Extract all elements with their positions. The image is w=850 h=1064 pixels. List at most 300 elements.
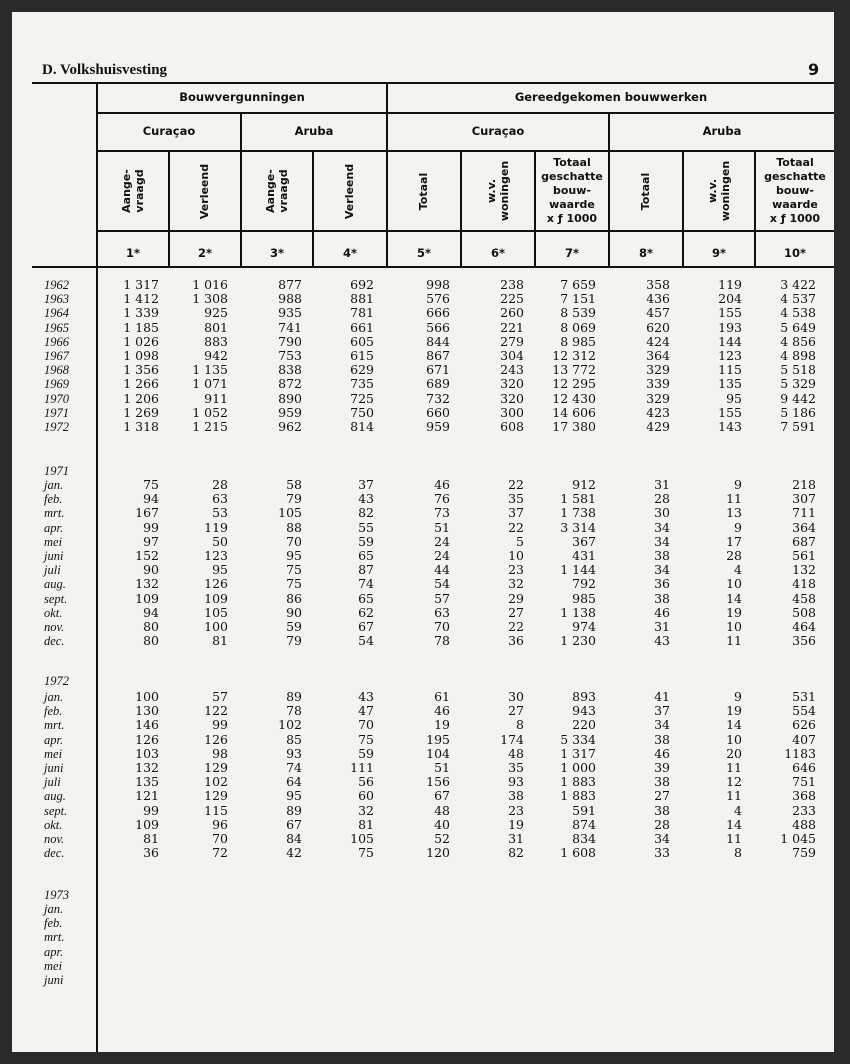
table-cell: 962: [278, 419, 302, 434]
col-label: w.v. woningen: [484, 160, 511, 222]
table-cell: 75: [358, 845, 374, 861]
table-cell: 64: [286, 774, 302, 790]
table-cell: 31: [654, 477, 670, 492]
year-heading-1971: 1971: [44, 464, 69, 478]
row-label: apr.: [44, 520, 64, 535]
table-cell: 711: [792, 505, 816, 521]
table-cell: 90: [143, 562, 159, 578]
table-cell: 985: [572, 590, 596, 606]
row-label: mei: [44, 958, 63, 973]
table-cell: 935: [278, 305, 302, 321]
table-cell: 8 985: [560, 333, 596, 349]
table-cell: 95: [286, 548, 302, 563]
table-cell: 59: [286, 619, 302, 634]
table-cell: 8: [516, 717, 524, 733]
row-label: mei: [44, 534, 63, 549]
row-label: jan.: [44, 478, 64, 492]
row-label: 1968: [44, 363, 69, 378]
table-cell: 54: [434, 576, 450, 592]
table-cell: 1 071: [192, 376, 228, 392]
col-label: Aange- vraagd: [263, 169, 290, 213]
table-cell: 70: [358, 717, 374, 733]
table-cell: 46: [654, 604, 670, 620]
table-cell: 76: [434, 491, 450, 507]
table-cell: 877: [278, 277, 302, 292]
table-cell: 1 206: [123, 390, 159, 406]
table-cell: 367: [572, 533, 596, 549]
table-cell: 14: [726, 816, 742, 832]
table-cell: 19: [508, 816, 524, 832]
table-cell: 42: [286, 845, 302, 861]
table-cell: 32: [508, 576, 524, 592]
table-cell: 103: [135, 745, 159, 761]
table-cell: 95: [286, 788, 302, 804]
table-cell: 38: [654, 590, 670, 606]
table-cell: 47: [358, 703, 374, 719]
table-cell: 1 339: [123, 305, 159, 321]
table-cell: 60: [358, 788, 374, 804]
table-cell: 279: [500, 333, 524, 349]
table-cell: 99: [143, 802, 159, 818]
table-cell: 93: [286, 745, 302, 761]
table-cell: 1 883: [560, 774, 596, 790]
table-cell: 119: [204, 519, 228, 535]
table-cell: 407: [792, 731, 816, 747]
row-label: apr.: [44, 732, 64, 747]
table-cell: 753: [278, 348, 302, 363]
table-cell: 11: [726, 491, 742, 507]
table-cell: 368: [792, 788, 816, 804]
table-cell: 39: [654, 760, 670, 775]
table-cell: 34: [654, 717, 670, 733]
table-cell: 912: [572, 477, 596, 492]
table-cell: 629: [350, 362, 374, 378]
table-cell: 531: [792, 689, 816, 704]
table-cell: 329: [646, 362, 670, 378]
table-cell: 115: [718, 362, 742, 378]
table-cell: 79: [286, 491, 302, 507]
table-cell: 74: [358, 576, 374, 592]
col-num-2: 2*: [197, 246, 212, 260]
table-cell: 81: [143, 831, 159, 846]
table-cell: 72: [212, 845, 228, 861]
table-cell: 7 659: [560, 277, 596, 292]
table-cell: 78: [286, 703, 302, 719]
table-cell: 431: [572, 548, 596, 563]
col-label: Verleend: [343, 163, 357, 219]
table-cell: 1 883: [560, 788, 596, 804]
table-cell: 759: [792, 845, 816, 861]
table-cell: 95: [726, 390, 742, 406]
table-cell: 11: [726, 633, 742, 649]
row-label: 1964: [44, 306, 69, 321]
table-cell: 102: [278, 717, 302, 733]
row-label: mrt.: [44, 506, 65, 521]
table-cell: 57: [434, 590, 450, 606]
table-cell: 48: [434, 802, 450, 818]
table-cell: 100: [135, 689, 159, 704]
group-gereedgekomen: Gereedgekomen bouwwerken: [514, 90, 708, 104]
table-cell: 81: [212, 633, 228, 649]
table-cell: 304: [500, 348, 524, 363]
table-cell: 34: [654, 533, 670, 549]
table-cell: 17 380: [552, 419, 596, 434]
table-cell: 65: [358, 590, 374, 606]
table-cell: 320: [500, 390, 524, 406]
table-cell: 7 591: [780, 419, 816, 434]
table-cell: 105: [350, 831, 374, 846]
row-label: 1967: [44, 349, 69, 363]
table-cell: 24: [434, 533, 450, 549]
table-cell: 893: [572, 689, 596, 704]
table-cell: 4 537: [780, 291, 816, 307]
col-label: Totaal geschatte bouw- waarde x ƒ 1000: [764, 156, 826, 225]
col-num-4: 4*: [342, 246, 357, 260]
table-cell: 660: [426, 404, 450, 420]
table-cell: 99: [212, 717, 228, 733]
table-cell: 155: [718, 404, 742, 420]
table-cell: 790: [278, 333, 302, 349]
row-label: 1965: [44, 320, 69, 335]
table-cell: 14: [726, 590, 742, 606]
table-cell: 1183: [784, 745, 816, 761]
col-num-6: 6*: [490, 246, 505, 260]
table-cell: 5 334: [560, 731, 596, 747]
table-cell: 27: [508, 703, 524, 719]
table-cell: 998: [426, 277, 450, 292]
table-cell: 488: [792, 816, 816, 832]
table-cell: 105: [204, 604, 228, 620]
table-cell: 358: [646, 277, 670, 292]
table-cell: 28: [212, 477, 228, 492]
table-cell: 10: [726, 619, 742, 634]
table-cell: 687: [792, 533, 816, 549]
table-cell: 100: [204, 619, 228, 634]
table-cell: 38: [654, 548, 670, 563]
table-cell: 1 000: [560, 760, 596, 775]
col-header-8: [610, 152, 682, 230]
table-cell: 1 738: [560, 505, 596, 521]
col-label: Totaal: [417, 172, 431, 210]
table-cell: 5 518: [780, 362, 816, 378]
table-cell: 80: [143, 633, 159, 649]
row-label: aug.: [44, 577, 66, 592]
table-cell: 20: [726, 745, 742, 761]
table-cell: 741: [278, 319, 302, 335]
table-cell: 3 422: [780, 277, 816, 292]
col-header-6: [462, 152, 534, 230]
table-cell: 82: [358, 505, 374, 521]
table-cell: 41: [654, 689, 670, 704]
statistics-page: [12, 12, 834, 1052]
row-label: mrt.: [44, 718, 65, 733]
table-cell: 988: [278, 291, 302, 307]
table-cell: 67: [286, 816, 302, 832]
table-cell: 59: [358, 745, 374, 761]
table-cell: 57: [212, 689, 228, 704]
table-cell: 78: [434, 633, 450, 649]
table-cell: 458: [792, 590, 816, 606]
table-cell: 1 608: [560, 845, 596, 861]
table-cell: 43: [358, 491, 374, 507]
table-cell: 874: [572, 816, 596, 832]
table-cell: 1 045: [780, 831, 816, 846]
table-cell: 838: [278, 362, 302, 378]
table-cell: 82: [508, 845, 524, 861]
year-heading-1973: 1973: [44, 888, 69, 902]
table-cell: 576: [426, 291, 450, 307]
table-cell: 220: [572, 717, 596, 733]
table-cell: 233: [792, 802, 816, 818]
table-cell: 814: [350, 419, 374, 434]
table-cell: 1 412: [123, 291, 159, 307]
table-cell: 28: [654, 491, 670, 507]
col-label: w.v. woningen: [705, 160, 732, 222]
table-cell: 104: [426, 745, 450, 761]
table-cell: 121: [135, 788, 159, 804]
table-cell: 881: [350, 291, 374, 307]
table-cell: 48: [508, 745, 524, 761]
table-cell: 320: [500, 376, 524, 392]
table-cell: 10: [726, 731, 742, 747]
table-cell: 155: [718, 305, 742, 321]
table-cell: 561: [792, 548, 816, 563]
table-cell: 329: [646, 390, 670, 406]
table-cell: 364: [792, 519, 816, 535]
table-cell: 23: [508, 562, 524, 578]
table-cell: 1 318: [123, 419, 159, 434]
table-cell: 99: [143, 519, 159, 535]
table-cell: 942: [204, 348, 228, 363]
table-cell: 1 215: [192, 419, 228, 434]
table-cell: 5 329: [780, 376, 816, 392]
table-cell: 97: [143, 533, 159, 549]
col-header-5: [388, 152, 460, 230]
table-cell: 5 186: [780, 404, 816, 420]
table-cell: 436: [646, 291, 670, 307]
table-cell: 307: [792, 491, 816, 507]
table-cell: 35: [508, 491, 524, 507]
table-cell: 28: [654, 816, 670, 832]
table-cell: 9 442: [780, 390, 816, 406]
table-cell: 10: [726, 576, 742, 592]
table-cell: 34: [654, 562, 670, 578]
table-cell: 58: [286, 477, 302, 492]
table-cell: 74: [286, 760, 302, 775]
table-cell: 27: [654, 788, 670, 804]
row-label: feb.: [44, 704, 63, 719]
row-label: nov.: [44, 620, 65, 634]
table-cell: 120: [426, 845, 450, 861]
row-label: juni: [44, 973, 64, 987]
subgroup-gb-curacao: Curaçao: [471, 124, 525, 138]
table-cell: 872: [278, 376, 302, 392]
table-cell: 661: [350, 319, 374, 335]
table-cell: 792: [572, 576, 596, 592]
table-cell: 418: [792, 576, 816, 592]
table-cell: 14 606: [552, 404, 596, 420]
row-label: aug.: [44, 789, 66, 804]
section-title: D. Volkshuisvesting: [42, 62, 168, 78]
table-cell: 225: [500, 291, 524, 307]
table-cell: 34: [654, 831, 670, 846]
rule-labels: [96, 230, 834, 232]
table-cell: 925: [204, 305, 228, 321]
table-cell: 51: [434, 760, 450, 775]
table-cell: 735: [350, 376, 374, 392]
table-cell: 19: [726, 604, 742, 620]
table-cell: 34: [654, 519, 670, 535]
table-cell: 109: [135, 816, 159, 832]
col-header-10: [756, 152, 834, 230]
table-cell: 781: [350, 305, 374, 321]
table-cell: 36: [508, 633, 524, 649]
table-cell: 143: [718, 419, 742, 434]
table-cell: 70: [286, 533, 302, 549]
col-num-9: 9*: [711, 246, 726, 260]
table-cell: 81: [358, 816, 374, 832]
table-cell: 23: [508, 802, 524, 818]
table-cell: 1 144: [560, 562, 596, 578]
table-cell: 94: [143, 604, 159, 620]
table-cell: 1 026: [123, 333, 159, 349]
table-cell: 1 185: [123, 319, 159, 335]
table-cell: 1 581: [560, 491, 596, 507]
col-num-5: 5*: [416, 246, 431, 260]
table-cell: 115: [204, 802, 228, 818]
table-cell: 61: [434, 689, 450, 704]
table-cell: 167: [135, 505, 159, 521]
table-cell: 46: [434, 477, 450, 492]
table-cell: 9: [734, 689, 742, 704]
table-cell: 11: [726, 831, 742, 846]
table-cell: 620: [646, 319, 670, 335]
table-cell: 1 317: [560, 745, 596, 761]
rule-header-bottom: [32, 266, 834, 268]
table-cell: 260: [500, 305, 524, 321]
table-cell: 84: [286, 831, 302, 846]
table-cell: 130: [135, 703, 159, 719]
table-cell: 8 069: [560, 319, 596, 335]
table-cell: 11: [726, 760, 742, 775]
col-num-1: 1*: [125, 246, 140, 260]
table-cell: 204: [718, 291, 742, 307]
table-cell: 70: [434, 619, 450, 634]
table-cell: 844: [426, 333, 450, 349]
table-cell: 12 295: [552, 376, 596, 392]
table-cell: 126: [204, 576, 228, 592]
table-cell: 44: [434, 562, 450, 578]
table-cell: 146: [135, 717, 159, 733]
col-num-7: 7*: [564, 246, 579, 260]
table-cell: 339: [646, 376, 670, 392]
table-cell: 554: [792, 703, 816, 719]
row-label: juni: [44, 549, 64, 563]
subgroup-gb-aruba: Aruba: [702, 124, 742, 138]
table-cell: 10: [508, 548, 524, 563]
table-cell: 1 016: [192, 277, 228, 292]
table-cell: 109: [204, 590, 228, 606]
row-label: juni: [44, 761, 64, 775]
table-cell: 29: [508, 590, 524, 606]
row-label: okt.: [44, 605, 63, 620]
table-cell: 1 230: [560, 633, 596, 649]
table-cell: 132: [135, 760, 159, 775]
table-cell: 94: [143, 491, 159, 507]
table-cell: 51: [434, 519, 450, 535]
table-cell: 32: [358, 802, 374, 818]
col-label: Aange- vraagd: [119, 169, 146, 213]
col-num-3: 3*: [269, 246, 284, 260]
table-cell: 750: [350, 404, 374, 420]
table-cell: 1 308: [192, 291, 228, 307]
table-cell: 123: [204, 548, 228, 563]
col-num-8: 8*: [638, 246, 653, 260]
table-cell: 692: [350, 277, 374, 292]
row-label: 1971: [44, 405, 69, 420]
table-cell: 4 898: [780, 348, 816, 363]
table-cell: 37: [654, 703, 670, 719]
table-cell: 132: [135, 576, 159, 592]
table-cell: 1 052: [192, 404, 228, 420]
table-cell: 943: [572, 703, 596, 719]
table-cell: 508: [792, 604, 816, 620]
table-cell: 67: [358, 619, 374, 634]
table-cell: 1 135: [192, 362, 228, 378]
table-cell: 75: [286, 562, 302, 578]
col-num-10: 10*: [783, 246, 807, 260]
page-number: 9: [808, 60, 820, 79]
table-cell: 4: [734, 802, 742, 818]
table-cell: 85: [286, 731, 302, 747]
table-cell: 13: [726, 505, 742, 521]
row-label: 1972: [44, 420, 69, 434]
table-cell: 129: [204, 788, 228, 804]
table-cell: 689: [426, 376, 450, 392]
table-cell: 43: [654, 633, 670, 649]
col-header-3: [242, 152, 312, 230]
table-cell: 591: [572, 802, 596, 818]
table-cell: 1 317: [123, 277, 159, 292]
table-cell: 364: [646, 348, 670, 363]
table-cell: 801: [204, 319, 228, 335]
table-cell: 11: [726, 788, 742, 804]
row-label: apr.: [44, 944, 64, 959]
table-cell: 22: [508, 477, 524, 492]
table-cell: 109: [135, 590, 159, 606]
row-label: nov.: [44, 832, 65, 846]
table-cell: 38: [654, 802, 670, 818]
table-cell: 129: [204, 760, 228, 775]
table-cell: 221: [500, 319, 524, 335]
row-label: 1966: [44, 334, 69, 349]
table-cell: 974: [572, 619, 596, 634]
table-cell: 36: [143, 845, 159, 861]
table-cell: 19: [726, 703, 742, 719]
row-label: juli: [44, 563, 61, 578]
table-cell: 4 538: [780, 305, 816, 321]
table-cell: 238: [500, 277, 524, 292]
table-cell: 218: [792, 477, 816, 492]
table-cell: 105: [278, 505, 302, 521]
table-cell: 46: [434, 703, 450, 719]
table-cell: 7 151: [560, 291, 596, 307]
table-cell: 63: [212, 491, 228, 507]
row-label: juli: [44, 775, 61, 790]
table-cell: 31: [508, 831, 524, 846]
table-cell: 90: [286, 604, 302, 620]
table-cell: 30: [654, 505, 670, 521]
